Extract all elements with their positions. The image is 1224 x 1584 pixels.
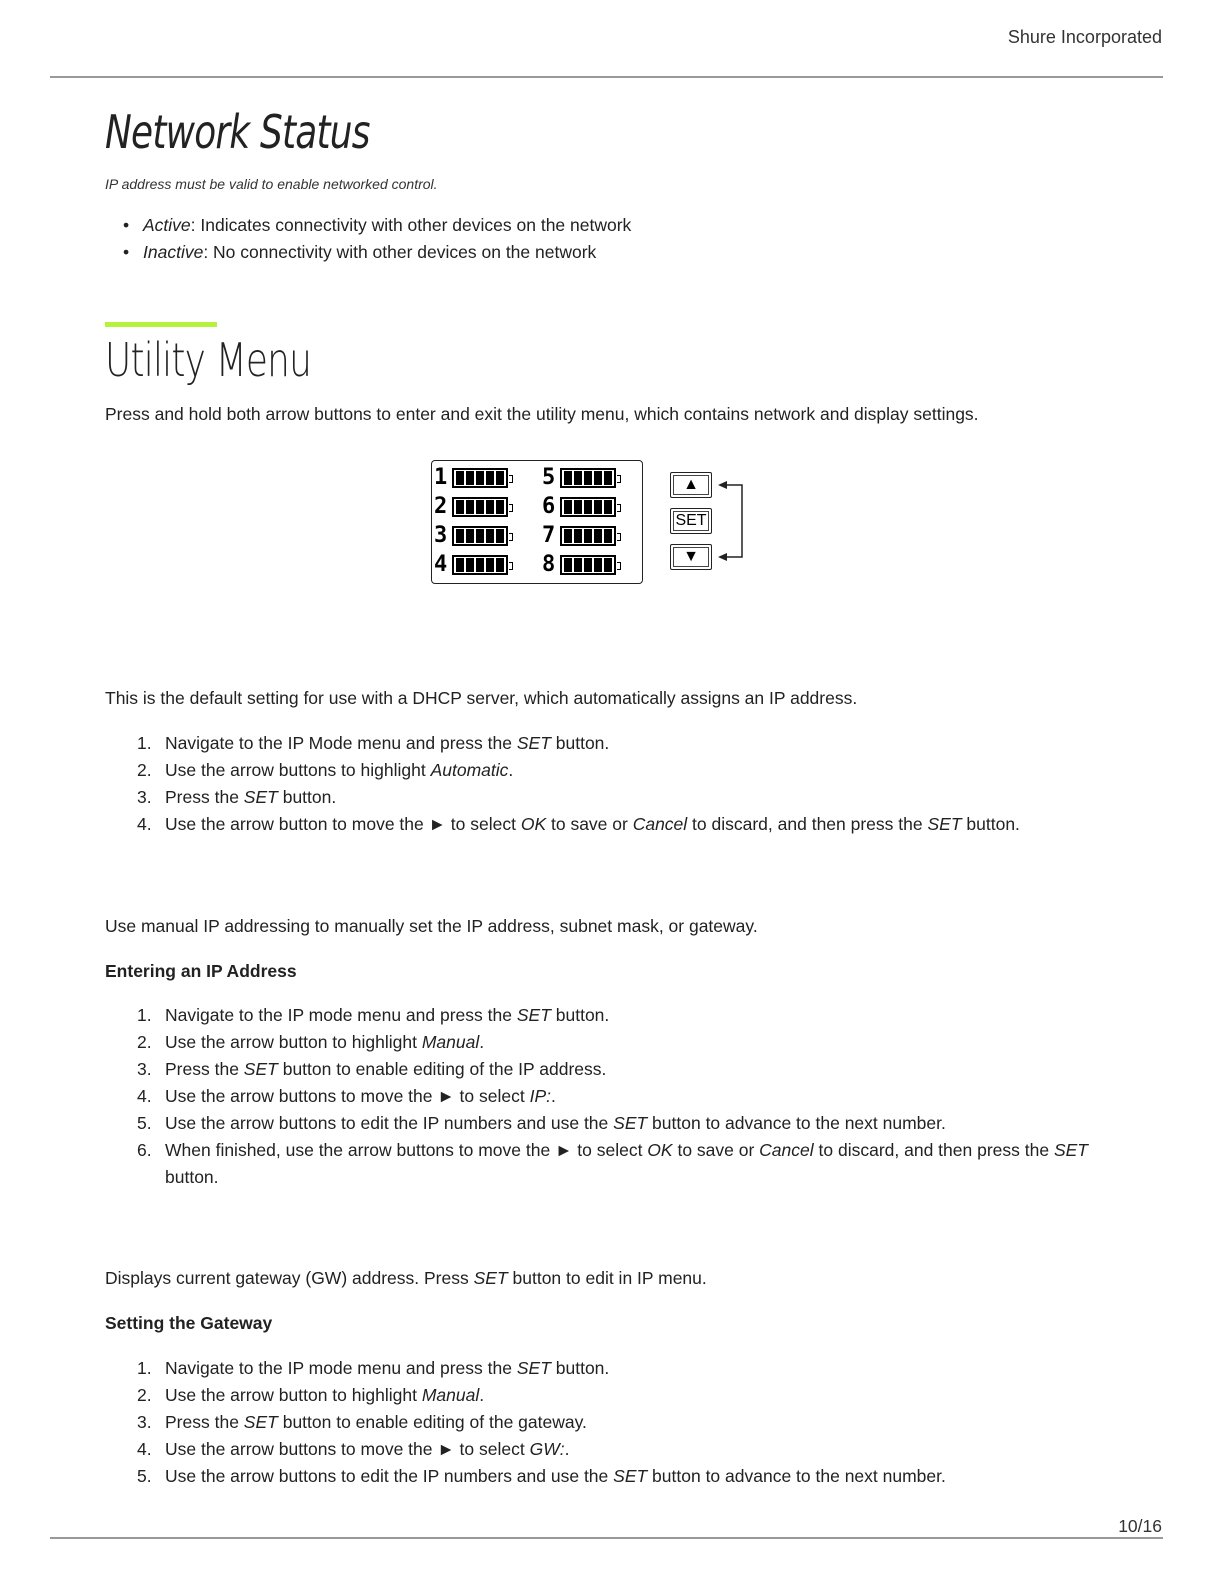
- list-item: 1. Navigate to the IP Mode menu and press the SET button.: [137, 733, 610, 753]
- utility-menu-intro: Press and hold both arrow buttons to enter and exit the utility menu, which contains network and display settings.: [105, 404, 979, 424]
- page-number: 10/16: [1118, 1516, 1162, 1536]
- channel-6-meter: 6: [542, 494, 616, 520]
- footer-divider: [50, 1537, 1163, 1539]
- battery-icon: [452, 497, 508, 517]
- battery-icon: [452, 468, 508, 488]
- channel-3-meter: 3: [434, 523, 508, 549]
- gateway-steps: [105, 1355, 1115, 1490]
- list-item: 4. Use the arrow buttons to move the ► to select IP:.: [137, 1086, 556, 1106]
- battery-icon: [560, 555, 616, 575]
- channel-2-meter: 2: [434, 494, 508, 520]
- list-item: 4. Use the arrow buttons to move the ► to select GW:.: [137, 1439, 570, 1459]
- battery-icon: [560, 468, 616, 488]
- network-status-heading: Network Status: [105, 105, 370, 159]
- both-buttons-bracket-arrows: [712, 476, 748, 566]
- section-accent-bar: [105, 322, 217, 327]
- list-item: 5. Use the arrow buttons to edit the IP numbers and use the SET button to advance to the next number.: [137, 1113, 946, 1133]
- channel-1-meter: 1: [434, 465, 508, 491]
- battery-icon: [452, 555, 508, 575]
- dhcp-steps: [105, 730, 1115, 838]
- down-arrow-button-illustration: [670, 544, 712, 570]
- manual-steps: [105, 1002, 1115, 1191]
- list-item: 2. Use the arrow buttons to highlight Automatic.: [137, 760, 514, 780]
- gateway-intro: Displays current gateway (GW) address. Press SET button to edit in IP menu.: [105, 1268, 707, 1288]
- manual-intro: Use manual IP addressing to manually set the IP address, subnet mask, or gateway.: [105, 916, 758, 936]
- list-item: 5. Use the arrow buttons to edit the IP numbers and use the SET button to advance to the next number.: [137, 1466, 946, 1486]
- battery-icon: [452, 526, 508, 546]
- list-item: 3. Press the SET button to enable editing of the IP address.: [137, 1059, 607, 1079]
- channel-8-meter: 8: [542, 552, 616, 578]
- up-arrow-button-illustration: [670, 472, 712, 498]
- list-item: • Active: Indicates connectivity with other devices on the network: [143, 212, 631, 239]
- list-item: • Inactive: No connectivity with other devices on the network: [143, 239, 631, 266]
- gateway-subheading: Setting the Gateway: [105, 1313, 273, 1333]
- list-item: 3. Press the SET button.: [137, 787, 337, 807]
- channel-7-meter: 7: [542, 523, 616, 549]
- manual-subheading: Entering an IP Address: [105, 961, 297, 981]
- dhcp-intro: This is the default setting for use with a DHCP server, which automatically assigns an IP address.: [105, 688, 858, 708]
- utility-menu-heading: Utility Menu: [105, 333, 312, 387]
- company-name: Shure Incorporated: [1007, 27, 1162, 47]
- receiver-lcd-display: [431, 460, 643, 584]
- battery-icon: [560, 497, 616, 517]
- channel-5-meter: 5: [542, 465, 616, 491]
- list-item: 6. When finished, use the arrow buttons to move the ► to select OK to save or Cancel to discard, and then press the SET button.: [137, 1140, 1088, 1187]
- list-item: 4. Use the arrow button to move the ► to select OK to save or Cancel to discard, and then press the SET button.: [137, 814, 1020, 834]
- network-status-list: [105, 212, 631, 266]
- network-status-note: IP address must be valid to enable networked control.: [105, 176, 438, 192]
- list-item: 2. Use the arrow button to highlight Manual.: [137, 1032, 485, 1052]
- list-item: 1. Navigate to the IP mode menu and press the SET button.: [137, 1005, 610, 1025]
- channel-4-meter: 4: [434, 552, 508, 578]
- set-button-illustration: SET: [670, 508, 712, 534]
- up-arrow-icon: ▲: [683, 476, 699, 493]
- list-item: 3. Press the SET button to enable editing of the gateway.: [137, 1412, 587, 1432]
- header-divider: [50, 76, 1163, 78]
- list-item: 2. Use the arrow button to highlight Manual.: [137, 1385, 485, 1405]
- battery-icon: [560, 526, 616, 546]
- list-item: 1. Navigate to the IP mode menu and press the SET button.: [137, 1358, 610, 1378]
- down-arrow-icon: ▼: [683, 548, 699, 565]
